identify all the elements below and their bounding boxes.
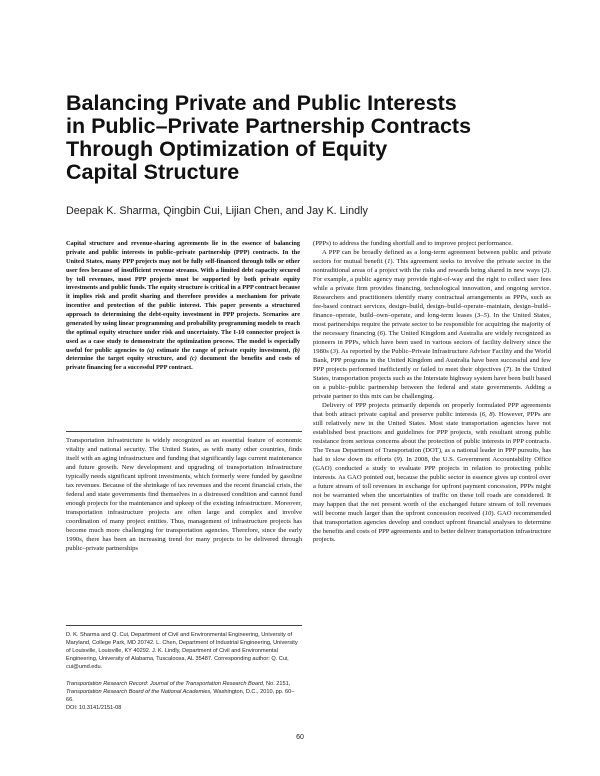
author-list: Deepak K. Sharma, Qingbin Cui, Lijian Chen, and Jay K. Lindly [66,205,368,217]
citation-block: Transportation Research Record: Journal of the Transportation Research Board, No. 2151, Transportation Research Board of the National Academies, Washington, D.C., 2010, pp. 60–66. DOI: 10.3141/2151-08 [66,681,295,711]
doi: DOI: 10.3141/2151-08 [66,705,122,711]
reference-number: 7 [505,365,510,373]
publisher-name: Transportation Research Board of the National Academies, [66,689,212,695]
body-paragraph: Delivery of PPP projects primarily depends on properly formulated PPP agreements that both attract private capital and preserve public interests (6, 8). However, PPPs are still relatively new in the United States. Most state transportation agencies have not established best practices and guidelines for PPP projects, with resultant strong public resistance from serious concerns about the protection of public interests in PPP contracts. The Texas Department of Transportation (DOT), as a national leader in PPP pursuits, has had to slow down its efforts (9). In 2008, the U.S. Government Accountability Office (GAO) conducted a study to evaluate PPP projects in relation to protecting public interests. As GAO pointed out, because the public sector in essence gives up control over a future stream of toll revenues in exchange for upfront payment concession, PPPs might not be warranted when the uncertainties of traffic on these toll roads are considered. It may happen that the net present worth of the exchanged future stream of toll revenues will become much larger than the upfront concession received (10). GAO recommended that transportation agencies develop and conduct upfront financial analyses to determine the benefits and costs of PPP agreements and to better deliver transportation infrastructure projects. [313,401,551,544]
author-affiliations: D. K. Sharma and Q. Cui, Department of Civil and Environmental Engineering, University of Maryland, College Park, MD 20742. L. Chen, Department of Industrial Engineering, University of Louisville, Louisville, KY 40292. J. K. Lindly, Department of Civil and Environmental Engineering, University of Alabama, Tuscaloosa, AL 35487. Corresponding author: Q. Cui, cui@umd.edu. [66,632,298,670]
reference-number: 1 [387,257,391,265]
abstract-divider [66,431,302,432]
abstract-text: document the benefits and costs of private financing for a successful PPP contract. [66,355,300,372]
reference-number: 6 [379,329,383,337]
title-line: Through Optimization of Equity [66,137,388,161]
body-paragraph: Transportation infrastructure is widely recognized as an essential feature of economic vitality and national security. The United States, as with many other countries, finds itself with an aging infrastructure and funding that significantly lags current maintenance and future growth. New development and upgrading of transportation infrastructure typically needs significant upfront investments, which formerly were funded by gasoline tax revenues. Because of the shrinkage of tax revenues and the recent financial crisis, the federal and state governments find themselves in a distressed condition and cannot fund enough projects for the maintenance and upkeep of the existing infrastructure. Moreover, transportation infrastructure projects are often large and complex and involve coordination of many project entities. Thus, management of infrastructure projects has become much more challenging for transportation agencies. Therefore, since the early 1990s, there has been an increasing trend for many projects to be delivered through public–private partnerships [66,437,302,552]
abstract-text: estimate the range of private equity investment, [154,346,293,354]
abstract-text: Capital structure and revenue-sharing agreements lie in the essence of balancing private and public interests in public–private partnership (PPP) contracts. In the United States, many PPP projects may not be fully self-financed through tolls or other user fees because of insufficient revenue streams. With a limited debt capacity secured by toll revenues, most PPP projects must be supported by both private equity investments and public funds. The equity structure is critical in a PPP contract because it implies risk and profit sharing and therefore provides a mechanism for private incentive and protection of the public interest. This paper presents a structured approach to determining the debt-equity investment in PPP projects. Scenarios are generated by using linear programming and probability programming models to reach the optimal equity structure under risk and uncertainty. The I-10 connector project is used as a case study to demonstrate the optimization process. The model is especially useful for public agencies to [66,240,300,354]
page-number: 60 [296,734,304,741]
reference-number: 6, 8 [481,410,493,418]
body-paragraph: (PPPs) to address the funding shortfall and to improve project performance. [313,240,513,247]
list-marker: (b) [292,346,300,354]
reference-number: 3 [332,347,336,355]
reference-number: 9 [396,455,400,463]
title-line: Capital Structure [66,160,240,184]
title-line: Balancing Private and Public Interests [66,91,457,115]
body-column-right [313,240,551,545]
body-column-left [66,437,302,554]
abstract-text: determine the target equity structure, and [66,355,190,363]
list-marker: (a) [146,346,155,354]
reference-number: 10 [484,509,492,517]
title-line: in Public–Private Partnership Contracts [66,114,472,138]
body-paragraph: A PPP can be broadly defined as a long-term agreement between public and private sectors for mutual benefit (1). This agreement seeks to involve the private sector in the nontraditional areas of a project with the risks and rewards being shared in new ways (2). For example, a public agency may provide right-of-way and the right to collect user fees while a private firm provides financing, technological innovation, and ongoing service. Researchers and practitioners identify many contractual arrangements as PPPs, such as fee-based contract services, design–build, design–build–operate–maintain, design–build–finance–operate, build–own–operate, and long-term leases (3–5). In the United States, most partnerships require the private sector to be responsible for acquiring the majority of the necessary financing (6). The United Kingdom and Australia are widely recognized as pioneers in PPPs, which have been used in various sectors of facility delivery since the 1980s (3). As reported by the Public–Private Infrastructure Advisor Facility and the World Bank, PPP programs in the United Kingdom and Australia have been successful and few PPP projects performed inefficiently or failed to meet their objectives (7). In the United States, transportation projects such as the Interstate highway system have been built based on a public–public partnership between the federal and state governments. Adding a private partner to this mix can be challenging. [313,248,551,400]
reference-number: 3–5 [476,311,487,319]
list-marker: (c) [189,355,197,363]
paper-title [66,92,486,184]
abstract [66,240,300,373]
footnote-divider [66,625,302,626]
journal-name: Transportation Research Record: Journal of the Transportation Research Board, [66,681,265,687]
reference-number: 2 [543,266,548,274]
